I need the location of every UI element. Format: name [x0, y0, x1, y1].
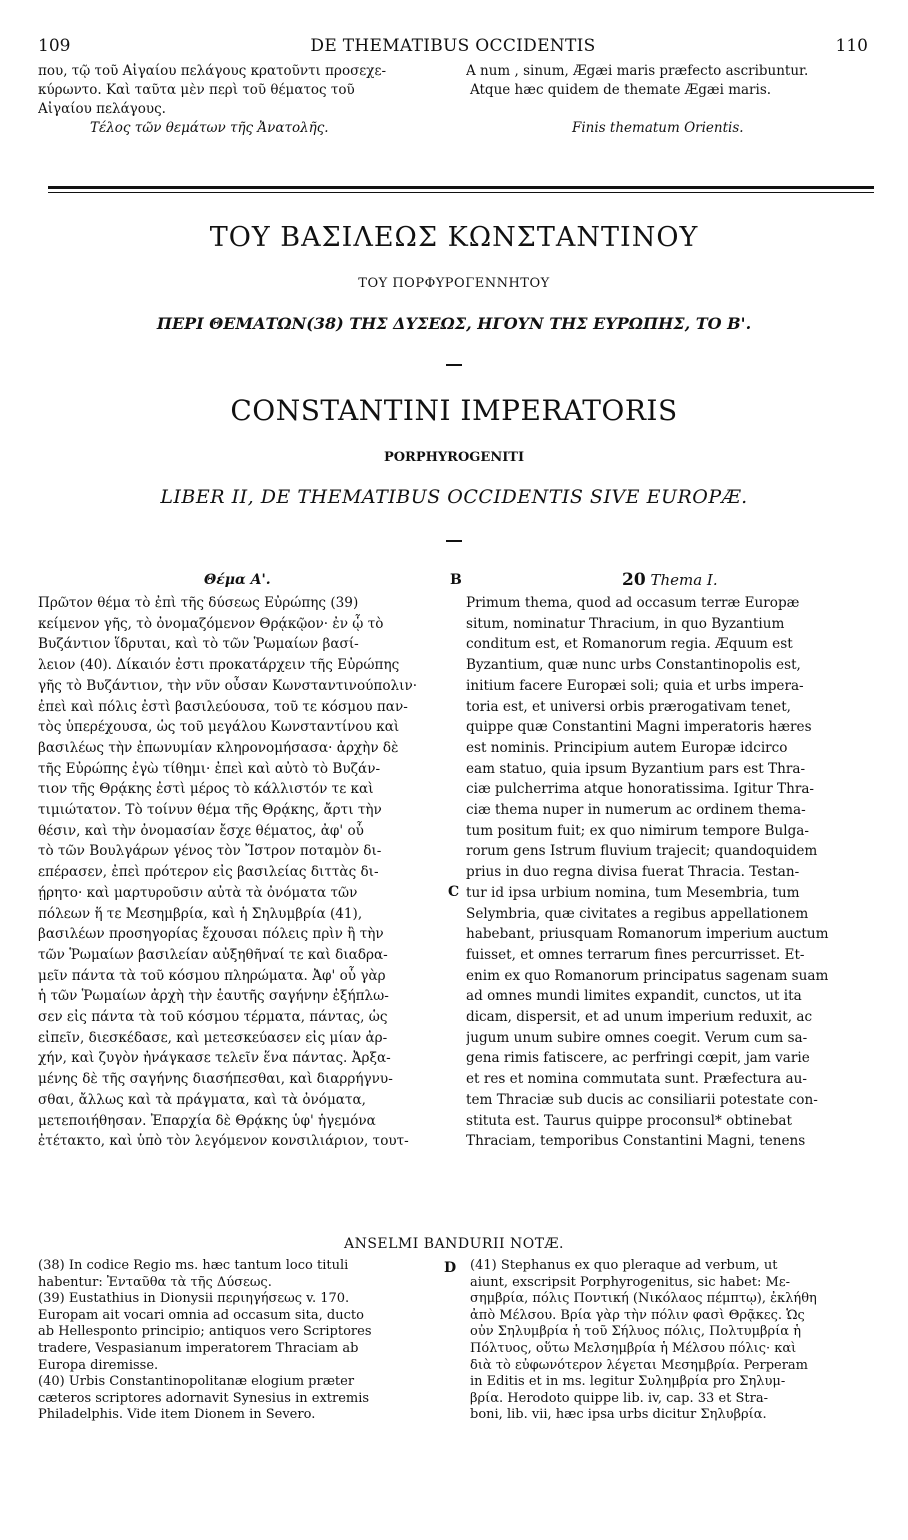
latin-column — [466, 593, 870, 1152]
text-line: situm, nominatur Thracium, in quo Byzantium — [466, 615, 785, 632]
note-line: habentur: Ἐνταῦθα τὰ τῆς Δύσεως. — [38, 1274, 272, 1290]
top-latin-text — [466, 62, 870, 138]
text-line: toria est, et universi orbis prærogativam tenet, — [466, 698, 791, 715]
text-line: τιον τῆς Θρᾴκης ἐστὶ μέρος τὸ κάλλιστόν τε καὶ — [38, 781, 374, 798]
text-line: τὸ τῶν Βουλγάρων γένος τὸν Ἴστρον ποταμὸν δι- — [38, 843, 382, 860]
text-line: τιμιώτατον. Τὸ τοίνυν θέμα τῆς Θρᾴκης, ἄρτι τὴν — [38, 802, 382, 819]
text-line: tur id ipsa urbium nomina, tum Mesembria, tum — [466, 884, 800, 901]
text-line: jugum unum subire omnes coegit. Verum cum sa- — [466, 1029, 808, 1046]
text-line: enim ex quo Romanorum principatus sagenam suam — [466, 967, 829, 984]
text-line: dicam, dispersit, et ad unum imperium reduxit, ac — [466, 1009, 813, 1026]
note-line: βρία. Herodoto quippe lib. iv, cap. 33 et Stra- — [470, 1390, 768, 1406]
note-line: aiunt, exscripsit Porphyrogenitus, sic habet: Με- — [470, 1274, 790, 1290]
margin-letter-c: C — [448, 884, 460, 900]
text-line: Selymbria, quæ civitates a regibus appellationem — [466, 905, 809, 922]
notes-right-column — [470, 1258, 870, 1424]
text-line: μετεποιήθησαν. Ἐπαρχία δὲ Θρᾴκης ὑφ' ἡγεμόνα — [38, 1112, 376, 1129]
text-line: gena rimis fatiscere, ac perfringi cœpit, jam varie — [466, 1050, 810, 1067]
note-line: (40) Urbis Constantinopolitanæ elogium præter — [38, 1374, 355, 1390]
margin-letter-b: B — [450, 572, 462, 588]
text-line: σεν εἰς πάντα τὰ τοῦ κόσμου τέρματα, πάντας, ὡς — [38, 1009, 388, 1026]
running-title: DE THEMATIBUS OCCIDENTIS — [310, 36, 596, 56]
text-line: tum positum fuit; ex quo nimirum tempore Bulga- — [466, 822, 810, 839]
note-line: (39) Eustathius in Dionysii περιηγήσεως v. 170. — [38, 1291, 350, 1307]
note-line: Europa diremisse. — [38, 1357, 159, 1373]
text-line: conditum est, et Romanorum regia. Æquum est — [466, 636, 793, 653]
text-line: τῆς Εὐρώπης ἐγὼ τίθημι· ἐπεὶ καὶ αὐτὸ τὸ Βυζάν- — [38, 760, 381, 777]
note-line: cæteros scriptores adornavit Synesius in extremis — [38, 1390, 370, 1406]
latin-title-sub: PORPHYROGENITI — [383, 450, 525, 465]
text-line: quippe quæ Constantini Magni imperatoris hæres — [466, 719, 812, 736]
rule-thin — [48, 192, 874, 193]
page-number-right: 110 — [835, 36, 868, 56]
text-line: tem Thraciæ sub ducis ac consiliarii potestate con- — [466, 1091, 818, 1108]
greek-title-main: ΤΟΥ ΒΑΣΙΛΕΩΣ ΚΩΝΣΤΑΝΤΙΝΟΥ — [209, 222, 699, 253]
text-line: Αἰγαίου πελάγους. — [38, 101, 166, 117]
greek-title-work: ΠΕΡΙ ΘΕΜΑΤΩΝ(38) ΤΗΣ ΔΥΣΕΩΣ, ΗΓΟΥΝ ΤΗΣ ΕΥΡΩΠΗΣ, ΤΟ Β'. — [156, 314, 752, 333]
text-line: ciæ thema nuper in numerum ac ordinem thema- — [466, 802, 806, 819]
text-line: μεῖν πάντα τὰ τοῦ κόσμου πληρώματα. Ἀφ' οὗ γὰρ — [38, 967, 386, 984]
running-header — [38, 36, 868, 58]
text-line: χήν, καὶ ζυγὸν ἠνάγκασε τελεῖν ἕνα πάντας. Ἀρξα- — [38, 1050, 391, 1067]
note-line: tradere, Vespasianum imperatorem Thraciam ab — [38, 1340, 359, 1356]
text-line: est nominis. Principium autem Europæ idcirco — [466, 739, 788, 756]
rule-thick — [48, 186, 874, 189]
note-line: boni, lib. vii, hæc ipsa urbs dicitur Σηλυβρία. — [470, 1407, 767, 1423]
top-greek-text — [38, 62, 448, 138]
text-line: ad omnes mundi limites expandit, cunctos, ut ita — [466, 988, 802, 1005]
text-line: θέσιν, καὶ τὴν ὀνομασίαν ἔσχε θέματος, ἀφ' οὗ — [38, 822, 364, 839]
note-line: in Editis et in ms. legitur Συλημβρία pro Σηλυμ- — [470, 1374, 786, 1390]
note-line: ab Hellesponto principio; antiquos vero Scriptores — [38, 1324, 372, 1340]
text-line: κείμενον γῆς, τὸ ὀνομαζόμενον Θρᾴκῷον· ἐν ᾧ τὸ — [38, 615, 384, 632]
greek-title-sub: ΤΟΥ ΠΟΡΦΥΡΟΓΕΝΝΗΤΟΥ — [358, 276, 550, 291]
latin-section-heading: Thema I. — [650, 571, 718, 589]
text-line: eam statuo, quia ipsum Byzantium pars est Thra- — [466, 760, 806, 777]
text-line: rorum gens Istrum fluvium trajecit; quandoquidem — [466, 843, 818, 860]
text-line: βασιλέως τὴν ἐπωνυμίαν κληρονομήσασα· ἀρχὴν δὲ — [38, 739, 399, 756]
text-line: τῶν Ῥωμαίων βασιλείαν αὐξηθῆναί τε καὶ διαδρα- — [38, 946, 388, 963]
latin-title-work: LIBER II, DE THEMATIBUS OCCIDENTIS SIVE EUROPÆ. — [160, 486, 748, 508]
text-line: Byzantium, quæ nunc urbs Constantinopolis est, — [466, 657, 801, 674]
note-line: διὰ τὸ εὐφωνότερον λέγεται Μεσημβρία. Perperam — [470, 1357, 808, 1373]
text-line: πόλεων ἥ τε Μεσημβρία, καὶ ἡ Σηλυμβρία (41), — [38, 905, 363, 922]
latin-finis: Finis thematum Orientis. — [572, 120, 744, 136]
text-line: εἰπεῖν, διεσκέδασε, καὶ μετεσκεύασεν εἰς μίαν ἀρ- — [38, 1029, 388, 1046]
text-line: κύρωντο. Καὶ ταῦτα μὲν περὶ τοῦ θέματος τοῦ — [38, 82, 355, 98]
text-line: fuisset, et omnes terrarum fines percurrisset. Et- — [466, 946, 805, 963]
text-line: τὸς ὑπερέχουσα, ὡς τοῦ μεγάλου Κωνσταντίνου καὶ — [38, 719, 400, 736]
text-line: Atque hæc quidem de themate Ægæi maris. — [470, 82, 772, 98]
latin-section-heading-wrap — [622, 570, 718, 590]
greek-column — [38, 593, 448, 1152]
latin-section-number: 20 — [622, 570, 646, 590]
text-line: λειον (40). Δίκαιόν ἐστι προκατάρχειν τῆς Εὐρώπης — [38, 657, 400, 674]
notes-left-column — [38, 1258, 442, 1424]
divider-dash — [446, 364, 462, 366]
text-line: A num , sinum, Ægæi maris præfecto ascribuntur. — [466, 63, 809, 79]
latin-title-main: CONSTANTINI IMPERATORIS — [230, 394, 678, 427]
greek-section-heading: Θέμα Α'. — [204, 572, 271, 588]
note-line: Europam ait vocari omnia ad occasum sita, ducto — [38, 1307, 364, 1323]
greek-finis: Τέλος τῶν θεμάτων τῆς Ἀνατολῆς. — [90, 120, 329, 136]
text-line: Thraciam, temporibus Constantini Magni, tenens — [466, 1133, 806, 1150]
page-number-left: 109 — [38, 36, 71, 56]
text-line: habebant, priusquam Romanorum imperium auctum — [466, 926, 829, 943]
divider-dash — [446, 540, 462, 542]
notes-heading: ANSELMI BANDURII NOTÆ. — [343, 1236, 565, 1252]
note-line: (38) In codice Regio ms. hæc tantum loco tituli — [38, 1258, 349, 1273]
note-line: Philadelphis. Vide item Dionem in Severo. — [38, 1407, 316, 1423]
margin-letter-d: D — [444, 1260, 457, 1276]
note-line: ἀπὸ Μέλσου. Βρία γὰρ τὴν πόλιν φασὶ Θρᾷκες. Ὡς — [470, 1307, 805, 1323]
text-line: ῄρητο· καὶ μαρτυροῦσιν αὐτὰ τὰ ὀνόματα τῶν — [38, 884, 358, 901]
text-line: που, τῷ τοῦ Αἰγαίου πελάγους κρατοῦντι προσεχε- — [38, 63, 387, 79]
text-line: ciæ pulcherrima atque honoratissima. Igitur Thra- — [466, 781, 815, 798]
text-line: ἐτέτακτο, καὶ ὑπὸ τὸν λεγόμενον κονσιλιάριον, τουτ- — [38, 1133, 409, 1150]
text-line: ἡ τῶν Ῥωμαίων ἀρχὴ τὴν ἑαυτῆς σαγήνην ἐξήπλω- — [38, 988, 389, 1005]
text-line: stituta est. Taurus quippe proconsul* obtinebat — [466, 1112, 792, 1129]
text-line: μένης δὲ τῆς σαγήνης διασήπεσθαι, καὶ διαρρήγνυ- — [38, 1071, 393, 1088]
text-line: Πρῶτον θέμα τὸ ἐπὶ τῆς δύσεως Εὐρώπης (39) — [38, 595, 359, 611]
text-line: γῆς τὸ Βυζάντιον, τὴν νῦν οὖσαν Κωνσταντινούπολιν· — [38, 677, 418, 694]
text-line: et res et nomina commutata sunt. Præfectura au- — [466, 1071, 807, 1088]
text-line: ἐπεὶ καὶ πόλις ἐστὶ βασιλεύουσα, τοῦ τε κόσμου παν- — [38, 698, 408, 715]
text-line: Βυζάντιον ἵδρυται, καὶ τὸ τῶν Ῥωμαίων βασί- — [38, 636, 359, 653]
note-line: οὖν Σηλυμβρία ἡ τοῦ Σήλυος πόλις, Πολτυμβρία ἡ — [470, 1324, 801, 1340]
text-line: Primum thema, quod ad occasum terræ Europæ — [466, 595, 800, 611]
note-line: σημβρία, πόλις Ποντική (Νικόλαος πέμπτῳ), ἐκλήθη — [470, 1291, 817, 1307]
note-line: Πόλτυος, οὕτω Μελσημβρία ἡ Μέλσου πόλις· καὶ — [470, 1340, 797, 1356]
note-line: (41) Stephanus ex quo pleraque ad verbum, ut — [470, 1258, 778, 1273]
text-line: σθαι, ἄλλως καὶ τὰ πράγματα, καὶ τὰ ὀνόματα, — [38, 1091, 366, 1108]
text-line: initium facere Europæi soli; quia et urbs impera- — [466, 677, 804, 694]
text-line: prius in duo regna divisa fuerat Thracia. Testan- — [466, 864, 800, 881]
text-line: βασιλέων προσηγορίας ἔχουσαι πόλεις πρὶν ἢ τὴν — [38, 926, 384, 943]
text-line: επέρασεν, ἐπεὶ πρότερον εἰς βασιλείας διττὰς δι- — [38, 864, 379, 881]
